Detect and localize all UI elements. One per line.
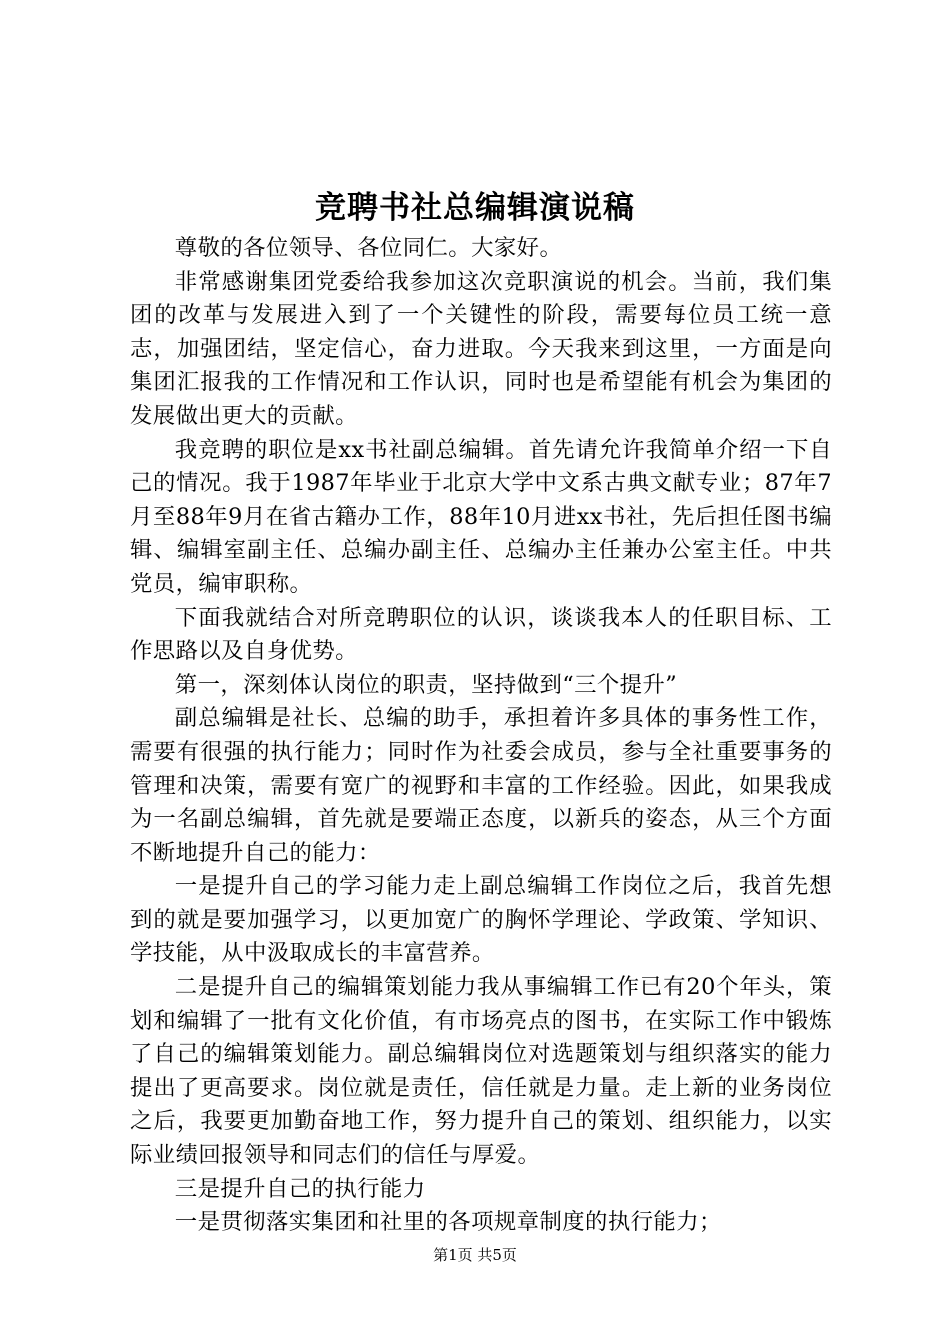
- document-title: 竞聘书社总编辑演说稿: [315, 190, 635, 226]
- paragraph-role-description: 副总编辑是社长、总编的助手，承担着许多具体的事务性工作，需要有很强的执行能力；同时作为社委会成员，参与全社重要事务的管理和决策，需要有宽广的视野和丰富的工作经验。因此，如果我成为一名副总编辑，首先就是要端正态度，以新兵的姿态，从三个方面不断地提升自己的能力：: [130, 705, 832, 866]
- paragraph-goals-intro: 下面我就结合对所竞聘职位的认识，谈谈我本人的任职目标、工作思路以及自身优势。: [130, 604, 832, 665]
- paragraph-execution-item-one: 一是贯彻落实集团和社里的各项规章制度的执行能力；: [174, 1209, 722, 1236]
- paragraph-execution-heading: 三是提升自己的执行能力: [174, 1175, 426, 1202]
- document-body: [130, 232, 832, 1240]
- page-footer: 第1页 共5页: [433, 1246, 517, 1264]
- paragraph-section-one-heading: 第一，深刻体认岗位的职责，坚持做到“三个提升”: [174, 671, 678, 698]
- paragraph-editing-ability: 二是提升自己的编辑策划能力我从事编辑工作已有20个年头，策划和编辑了一批有文化价值，有市场亮点的图书，在实际工作中锻炼了自己的编辑策划能力。副总编辑岗位对选题策划与组织落实的能力提出了更高要求。岗位就是责任，信任就是力量。走上新的业务岗位之后，我要更加勤奋地工作，努力提升自己的策划、组织能力，以实际业绩回报领导和同志们的信任与厚爱。: [130, 974, 832, 1169]
- paragraph-learning-ability: 一是提升自己的学习能力走上副总编辑工作岗位之后，我首先想到的就是要加强学习，以更加宽广的胸怀学理论、学政策、学知识、学技能，从中汲取成长的丰富营养。: [130, 873, 832, 967]
- paragraph-thanks: 非常感谢集团党委给我参加这次竞职演说的机会。当前，我们集团的改革与发展进入到了一个关键性的阶段，需要每位员工统一意志，加强团结，坚定信心，奋力进取。今天我来到这里，一方面是向集团汇报我的工作情况和工作认识，同时也是希望能有机会为集团的发展做出更大的贡献。: [130, 268, 832, 429]
- paragraph-position-intro: 我竞聘的职位是xx书社副总编辑。首先请允许我简单介绍一下自己的情况。我于1987年毕业于北京大学中文系古典文献专业；87年7月至88年9月在省古籍办工作，88年10月进xx书社，先后担任图书编辑、编辑室副主任、总编办副主任、总编办主任兼办公室主任。中共党员，编审职称。: [130, 436, 832, 597]
- paragraph-greeting: 尊敬的各位领导、各位同仁。大家好。: [174, 235, 563, 261]
